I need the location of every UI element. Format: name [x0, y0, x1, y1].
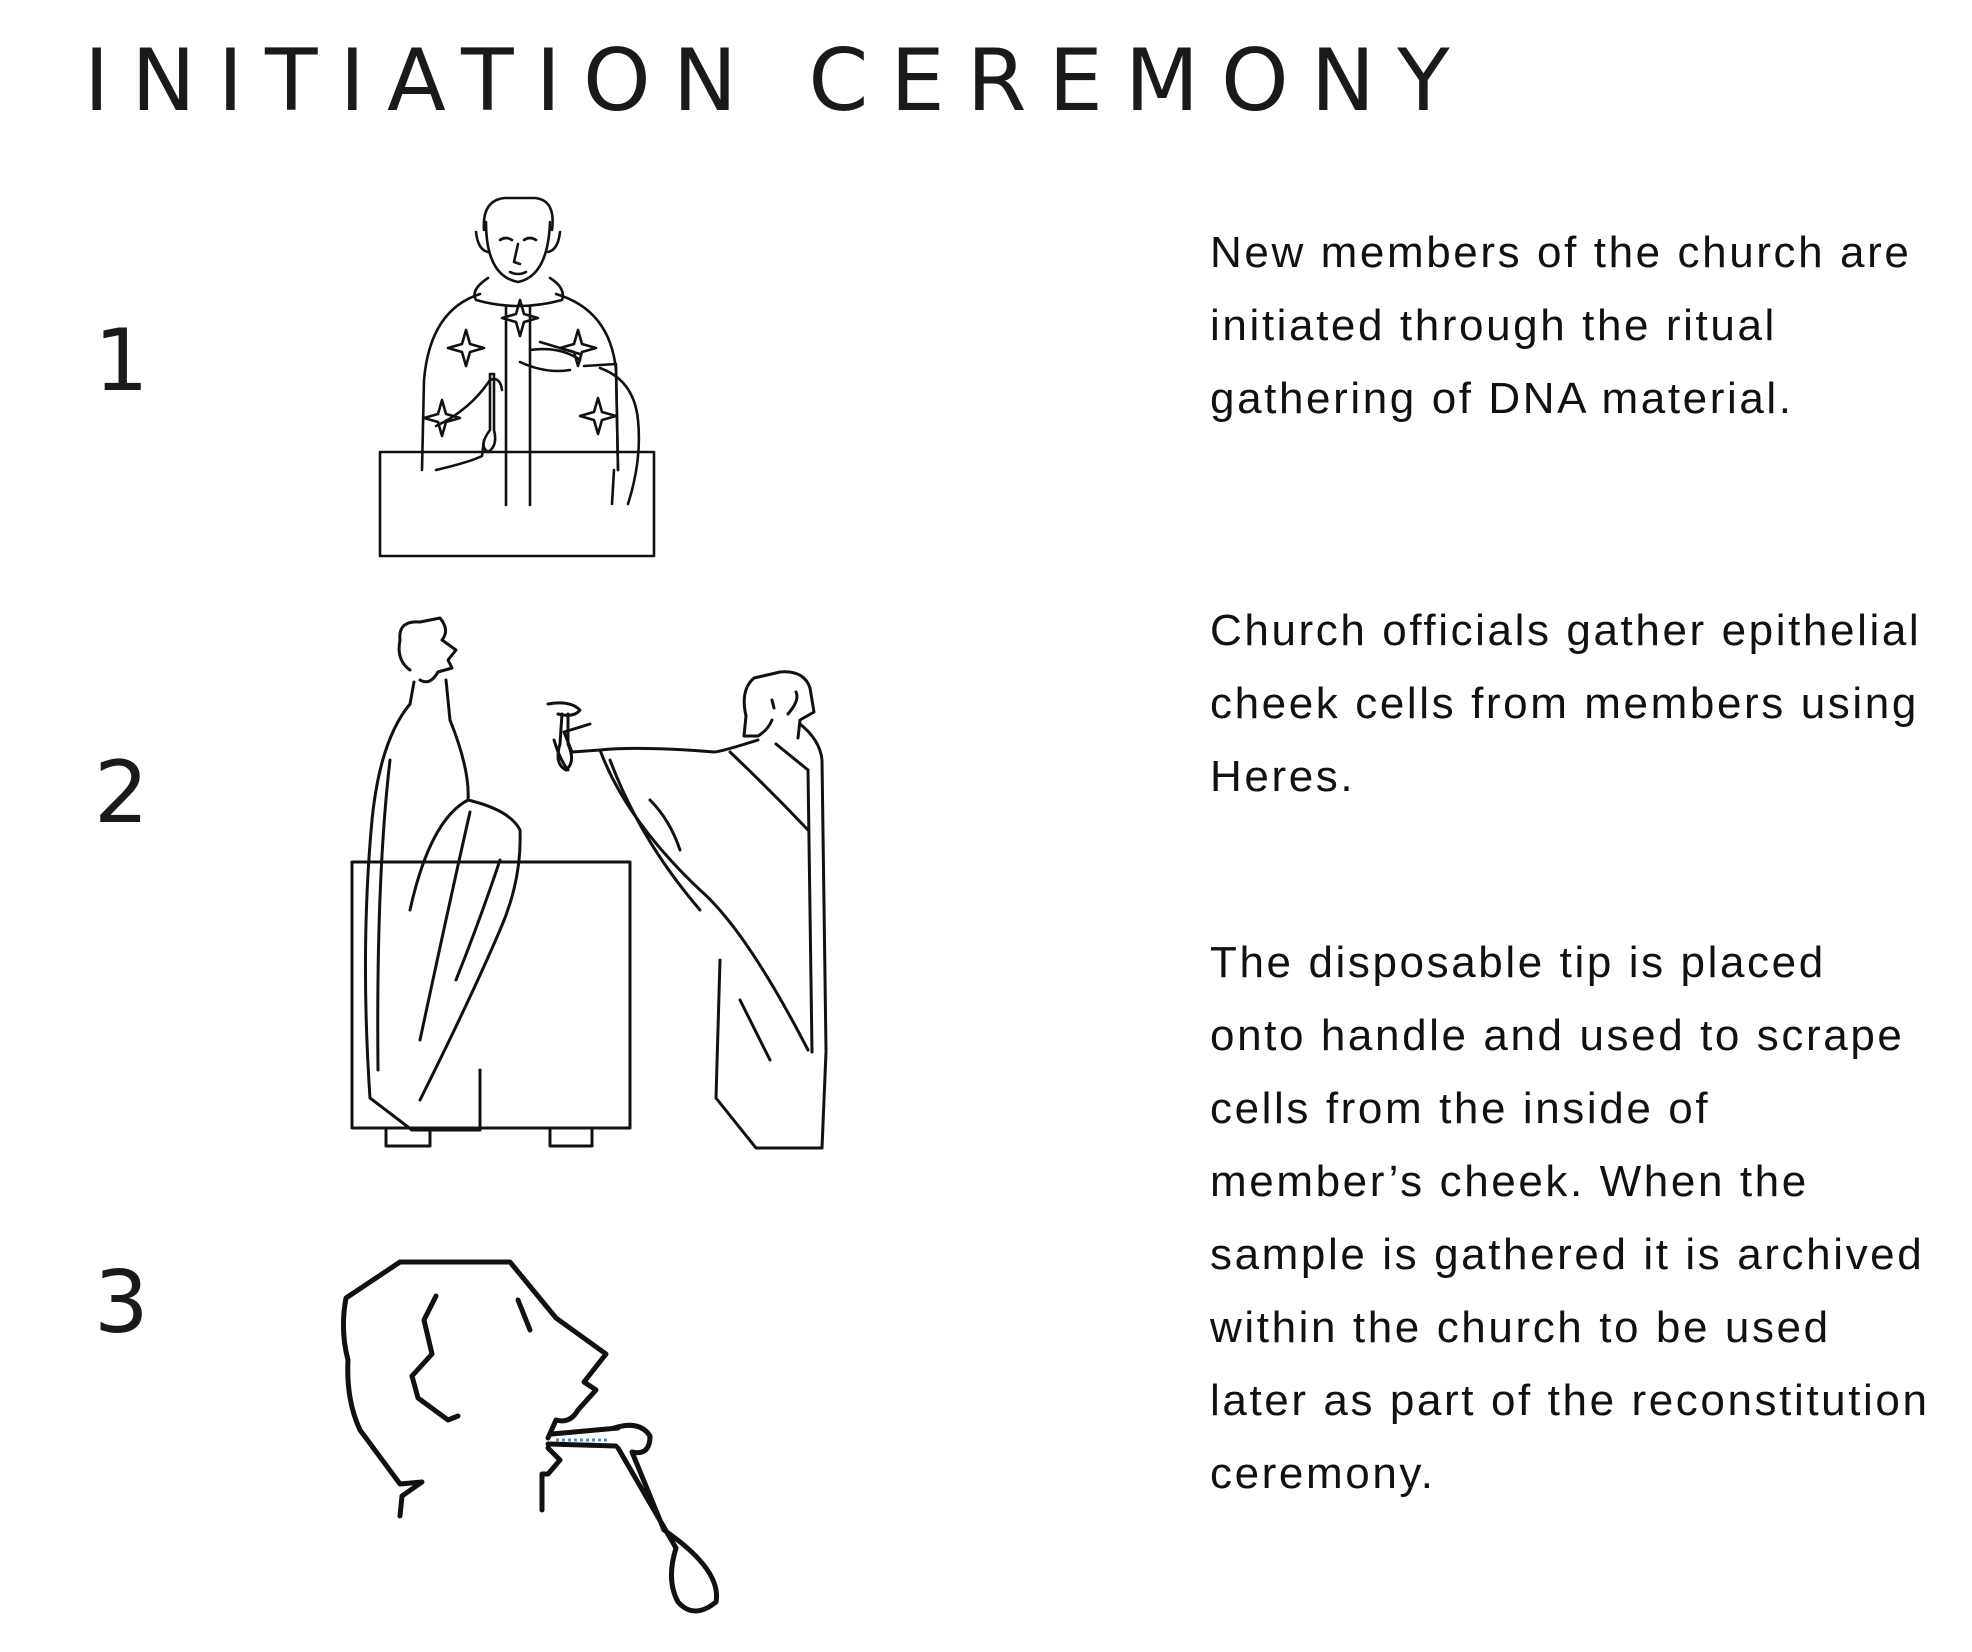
step-text-2: Church officials gather epithelial cheek cells from members using Heres. [1210, 606, 1922, 801]
step-text-3: The disposable tip is placed onto handle and used to scrape cells from the inside of member’s cheek. When the sample is gathered it is archived within the church to be used later as part of the reconstitution ceremony. [1210, 938, 1930, 1498]
step-number-1: 1 [94, 311, 149, 411]
page-title: INITIATION CEREMONY [84, 31, 1472, 131]
step-text-1: New members of the church are initiated through the ritual gathering of DNA material. [1210, 228, 1912, 423]
step-number-3: 3 [94, 1253, 149, 1353]
step-number-2: 2 [94, 743, 149, 843]
